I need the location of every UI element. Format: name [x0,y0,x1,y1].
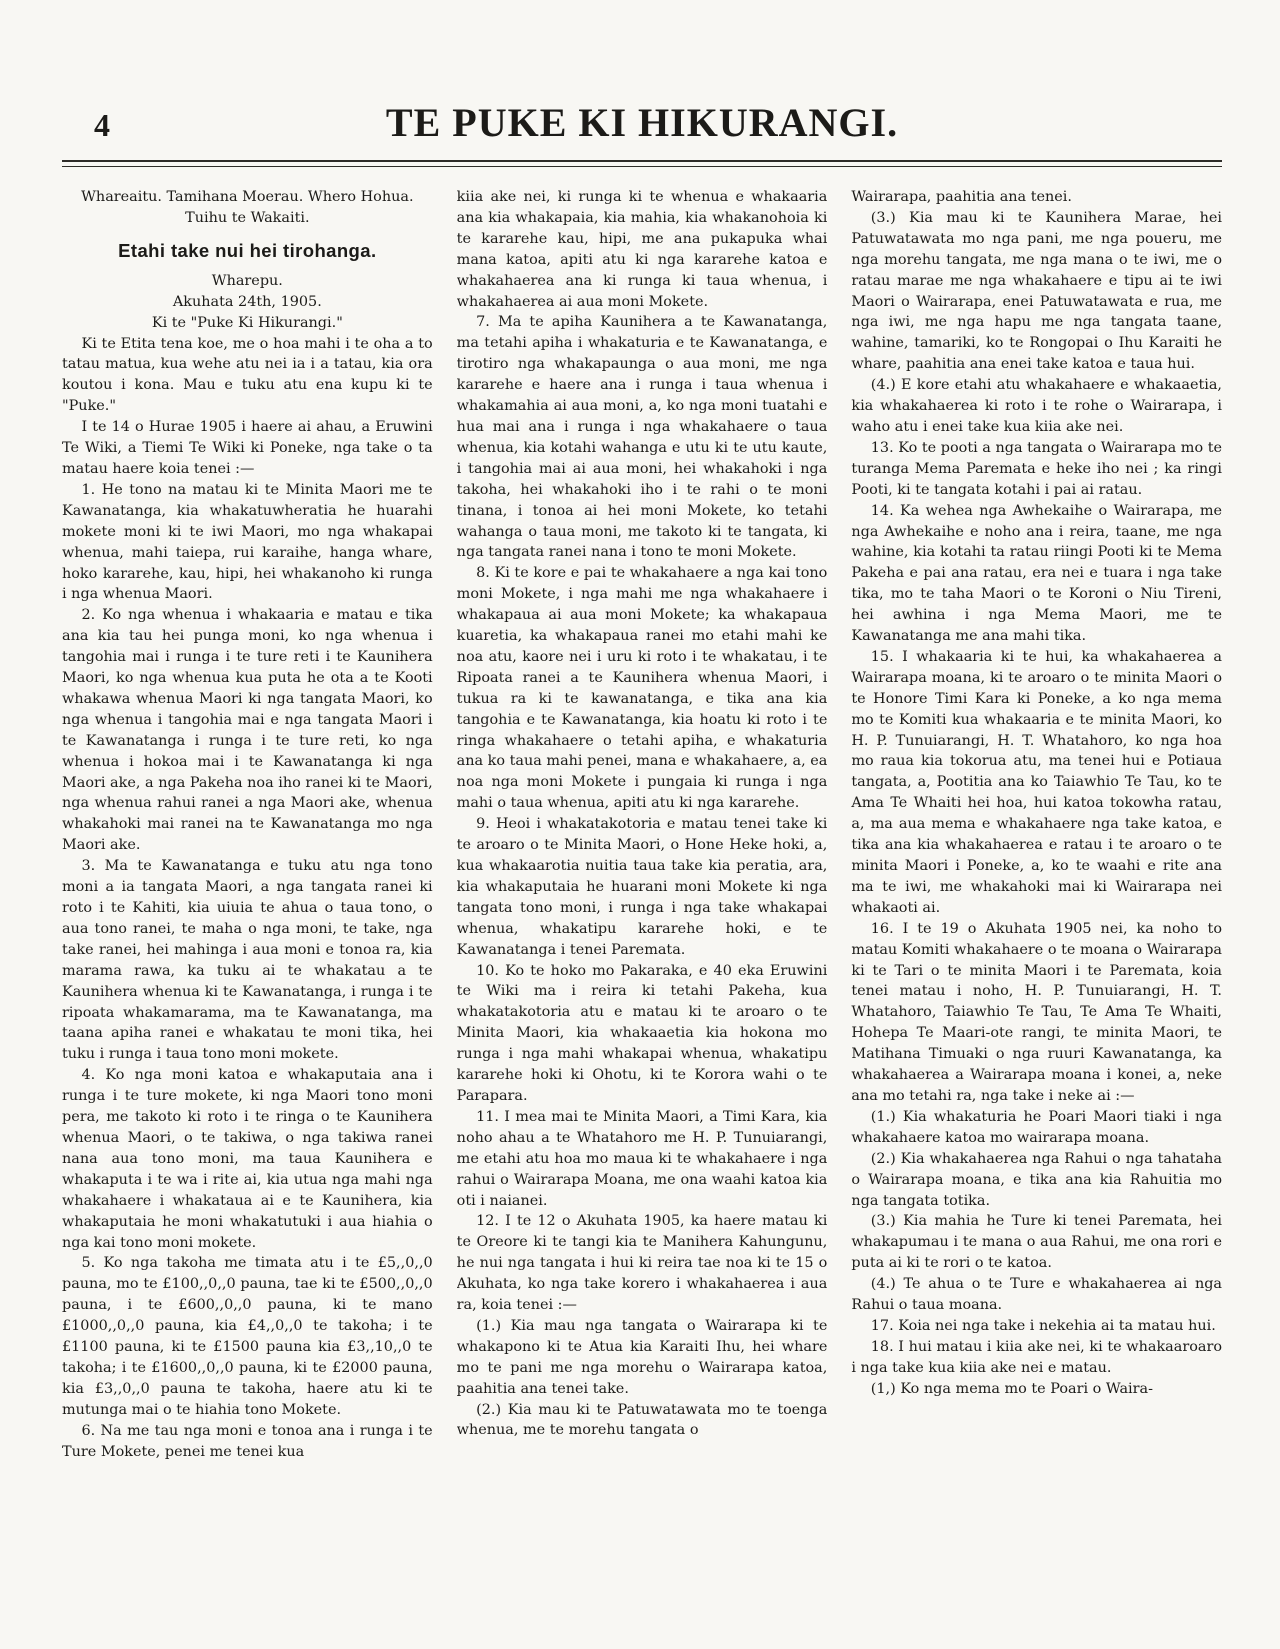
paragraph: 17. Koia nei nga take i nekehia ai ta matau hui. [870,1317,1216,1334]
paragraph: (3.) Kia mau ki te Kaunihera Marae, hei Patuwatawata mo nga pani, me nga poueru, me nga morehu tangata, me nga mana o te iwi, me o ratau marae me nga whakahaere e tipu ai te iwi Maori o Wairarapa, enei Patuwatawata e rua, me nga iwi, me nga hapu me nga tangata taane, wahine, tamariki, ko te Rongopai o Ihu Karaiti he whare, paahitia ana enei take katoa e taua hui. [851,209,1223,373]
paragraph: 9. Heoi i whakatakotoria e matau tenei take ki te aroaro o te Minita Maori, o Hone Heke hoki, a, kua whakaarotia nuitia taua take kia peratia, ara, kia whakaputaia he huarani moni Mokete ki nga tangata tono moni, i runga i nga take whakapai whenua, whakatipu kararehe hoki, e te Kawanatanga i tenei Paremata. [456,816,828,958]
paragraph: 1. He tono na matau ki te Minita Maori me te Kawanatanga, kia whakatuwheratia he huarahi mokete moni ki te iwi Maori, mo nga whakapai whenua, mahi taiepa, rui karaihe, hanga whare, hoko kararehe, kau, hipi, hei whakanoho ki runga i nga whenua Maori. [62,481,433,603]
header-rule [62,160,1222,167]
column-2 [457,187,828,1462]
paragraph: 2. Ko nga whenua i whakaaria e matau e tika ana kia tau hei punga moni, ko nga whenua i tangohia mai i runga i te ture reti i te Kaunihera Maori, ko nga whenua kua puta he ota a te Kooti whakawa whenua Maori ki nga tangata Maori, ko nga whenua i tangohia mai e nga tangata Maori i te Kawanatanga i runga i te ture reti, ko nga whenua i hokoa mai i te Kawanatanga ki nga Maori ake, a nga Pakeha noa iho ranei ki te Maori, nga whenua rahui ranei a nga Maori ake, whenua whakahoki mai ranei na te Kawanatanga mo nga Maori ake. [62,607,433,854]
paragraph: 16. I te 19 o Akuhata 1905 nei, ka noho to matau Komiti whakahaere o te moana o Wairarapa ki te Tari o te minita Maori i te Paremata, koia tenei matau i noho, H. P. Tunuiarangi, H. T. Whatahoro, Taiawhio Te Tau, Te Ama Te Whaiti, Hohepa Te Maari-ote rangi, te minita Maori, te Matihana Timuaki o nga ruuri Kawanatanga, ka whakahaerea a Wairarapa moana i konei, a, neke ana mo tetahi ra, nga take i neke ai :— [851,920,1223,1104]
paragraph: 5. Ko nga takoha me timata atu i te £5,,0,,0 pauna, mo te £100,,0,,0 pauna, tae ki te £500,,0,,0 pauna, i te £600,,0,,0 pauna, ki te mano £1000,,0,,0 pauna, kia £4,,0,,0 te takoha; i te £1100 pauna, ki te £1500 pauna kia £3,,10,,0 te takoha; i te £1600,,0,,0 pauna, ki te £2000 pauna, kia £3,,0,,0 pauna te takoha, haere atu ki te mutunga mai o te hiahia tono Mokete. [62,1255,433,1418]
paragraph: 15. I whakaaria ki te hui, ka whakahaerea a Wairarapa moana, ki te aroaro o te minita Maori o te Honore Timi Kara ki Poneke, a ko nga mema mo te Komiti kua whakaaria e te minita Maori, ko H. P. Tunuiarangi, H. T. Whatahoro, ko nga hoa mo raua kia tokorua atu, ma tenei hui e Potiaua tangata, a, Pootitia ana ko Taiawhio Te Tau, ko te Ama Te Whaiti hei hoa, hui katoa tokowha ratau, a, ma aua mema e whakahaere nga take katoa, e tika ana kia whakahaerea e ratau i te aroaro o te minita Maori i Poneke, a, ko te waahi e rite ana ma te iwi, me whakahoki mai ki Wairarapa nei whakaoti ai. [851,648,1223,916]
paragraph: 11. I mea mai te Minita Maori, a Timi Kara, kia noho ahau a te Whatahoro me H. P. Tunuiarangi, me etahi atu hoa mo maua ki te whakahaere i nga rahui o Wairarapa Moana, me ona waahi katoa kia oti i naianei. [456,1108,828,1209]
paragraph: 7. Ma te apiha Kaunihera a te Kawanatanga, ma tetahi apiha i whakaturia e te Kawanatanga, e tirotiro nga whakapaunga o aua moni, me nga kararehe e haere ana i runga i taua whenua i whakamahia ai aua moni, a, ko nga moni tuatahi e hua mai ana i runga i nga whakahaere o taua whenua, kia kotahi wahanga e utu ki te utu kaute, i tangohia mai ai aua moni, hei whakahoki i nga takoha, hei whakahoki iho i te rahi o te moni tinana, i tonoa ai hei moni Mokete, ko tetahi wahanga o taua moni, me takoto ki te tangata, ki nga tangata ranei nana i tono te moni Mokete. [456,314,828,561]
paragraph: Akuhata 24th, 1905. [172,293,322,310]
paragraph: 18. I hui matau i kiia ake nei, ki te whakaaroaro i nga take kua kiia ake nei e matau. [851,1338,1223,1376]
paragraph: 3. Ma te Kawanatanga e tuku atu nga tono moni a ia tangata Maori, a nga tangata ranei ki roto i te Kahiti, kia uiuia te ahua o taua tono, o aua tono ranei, te maha o nga moni, te take, nga take ranei, hei mahinga i aua moni e tonoa ra, kia marama rawa, ka tuku ai te whakatau a te Kaunihera whenua ki te Kawanatanga, i runga i te ripoata whakamarama, ma te Kawanatanga, ma taana apiha ranei e whakatau te moni tika, hei tuku i runga i taua tono moni mokete. [62,858,433,1063]
masthead-title: TE PUKE KI HIKURANGI. [385,100,899,145]
paragraph: (2.) Kia whakahaerea nga Rahui o nga tahataha o Wairarapa moana, e tika ana kia Rahuitia mo nga tangata totika. [851,1150,1223,1209]
paragraph: 13. Ko te pooti a nga tangata o Wairarapa mo te turanga Mema Paremata e heke iho nei ; ka ringi Pooti, ki te tangata kotahi i pai ai ratau. [851,439,1223,498]
paragraph: (4.) Te ahua o te Ture e whakahaerea ai nga Rahui o taua moana. [851,1276,1223,1314]
paragraph: 10. Ko te hoko mo Pakaraka, e 40 eka Eruwini te Wiki ma i reira ki tetahi Pakeha, kua whakatakotoria atu e matau ki te aroaro o te Minita Maori, kia whakaaetia kia hokona mo runga i nga mahi whakapai whenua, whakatipu kararehe hoki ki Ohotu, ki te Korora wahi o te Parapara. [456,962,828,1104]
column-1 [62,187,433,1462]
paragraph: 14. Ka wehea nga Awhekaihe o Wairarapa, me nga Awhekaihe e noho ana i reira, taane, me nga wahine, kia kotahi ta ratau riingi Pooti ki te Mema Pakeha e pai ana ratau, era nei e tuara i nga take tika, mo te taha Maori o te Koroni o Niu Tireni, hei awhina i nga Mema Maori, me te Kawanatanga me ana mahi tika. [851,502,1223,645]
paragraph: kiia ake nei, ki runga ki te whenua e whakaaria ana kia whakapaia, kia mahia, kia whakanohoia ki te kararehe kau, hipi, me ana pukapuka whai mana katoa, apiti atu ki nga kararehe katoa e whakahaerea ana ki runga ki taua whenua, i whakahaerea ai aua moni Mokete. [456,189,828,310]
paragraph: I te 14 o Hurae 1905 i haere ai ahau, a Eruwini Te Wiki, a Tiemi Te Wiki ki Poneke, nga take o ta matau haere koia tenei :— [62,419,433,477]
article-columns [62,187,1222,1462]
paragraph: 6. Na me tau nga moni e tonoa ana i runga i te Ture Mokete, penei me tenei kua [62,1422,433,1460]
paragraph: (4.) E kore etahi atu whakahaere e whakaaetia, kia whakahaerea ki roto i te rohe o Wairarapa, i waho atu i enei take kua kiia ake nei. [851,377,1223,435]
section-heading: Etahi take nui hei tirohanga. [118,239,377,261]
paragraph: Ki te Etita tena koe, me o hoa mahi i te oha a to tatau matua, kua wehe atu nei ia i a tatau, kia ora koutou i kona. Mau e tuku atu ena kupu ki te "Puke." [62,335,433,415]
paragraph: (1.) Kia whakaturia he Poari Maori tiaki i nga whakahaere katoa mo wairarapa moana. [851,1108,1223,1146]
paragraph: 8. Ki te kore e pai te whakahaere a nga kai tono moni Mokete, i nga mahi me nga whakahaere i whakapaua ai aua moni Mokete; ka whakapaua kuaretia, ka whakapaua ranei mo etahi mahi ke noa atu, kaore nei i uru ki roto i te whakatau, i te Ripoata ranei a te Kaunihera whenua Maori, i tukua ra ki te kawanatanga, e tika ana kia tangohia e te Kawanatanga, kia hoatu ki roto i te ringa whakahaere o tetahi apiha, e whakaturia ana ko taua mahi penei, mana e whakahaere, a, ea noa nga moni Mokete i pungaia ki runga i nga mahi o taua whenua, apiti atu ki nga kararehe. [456,565,828,812]
paragraph: (1,) Ko nga mema mo te Poari o Waira- [870,1380,1153,1397]
paragraph: 4. Ko nga moni katoa e whakaputaia ana i runga i te ture mokete, ki nga Maori tono moni pera, me takoto ki roto i te ringa o te Kaunihera whenua Maori, o te takiwa, o nga takiwa ranei nana aua tono moni, ma taua Kaunihera e whakaputa i te wa i rite ai, kia utua nga mahi nga whakahaere i whakataua ai e te Kaunihera, kia whakaputaia he moni whakatutuki i aua hiahia o nga kai tono moni mokete. [62,1067,433,1251]
column-3 [851,187,1222,1462]
paragraph: (2.) Kia mau ki te Patuwatawata mo te toenga whenua, me te morehu tangata o [456,1401,828,1439]
page-number: 4 [94,107,110,143]
page-header [62,86,1222,144]
paragraph: (3.) Kia mahia he Ture ki tenei Paremata, hei whakapumau i te mana o aua Rahui, me ona rori e puta ai ki te rori o te katoa. [851,1213,1223,1272]
paragraph: 12. I te 12 o Akuhata 1905, ka haere matau ki te Oreore ki te tangi kia te Manihera Kahungunu, he nui nga tangata i hui ki reira tae noa ki te 15 o Akuhata, ko nga take korero i whakahaerea i aua ra, koia tenei :— [456,1213,828,1314]
paragraph: Wairarapa, paahitia ana tenei. [851,189,1072,205]
paragraph: Ki te "Puke Ki Hikurangi." [151,314,343,331]
paragraph: Wharepu. [211,272,283,289]
paragraph: Whareaitu. Tamihana Moerau. Whero Hohua. Tuihu te Wakaiti. [81,189,414,226]
paragraph: (1.) Kia mau nga tangata o Wairarapa ki te whakapono ki te Atua kia Karaiti Ihu, hei whare mo te pani me nga morehu o Wairarapa katoa, paahitia ana tenei take. [456,1317,828,1397]
